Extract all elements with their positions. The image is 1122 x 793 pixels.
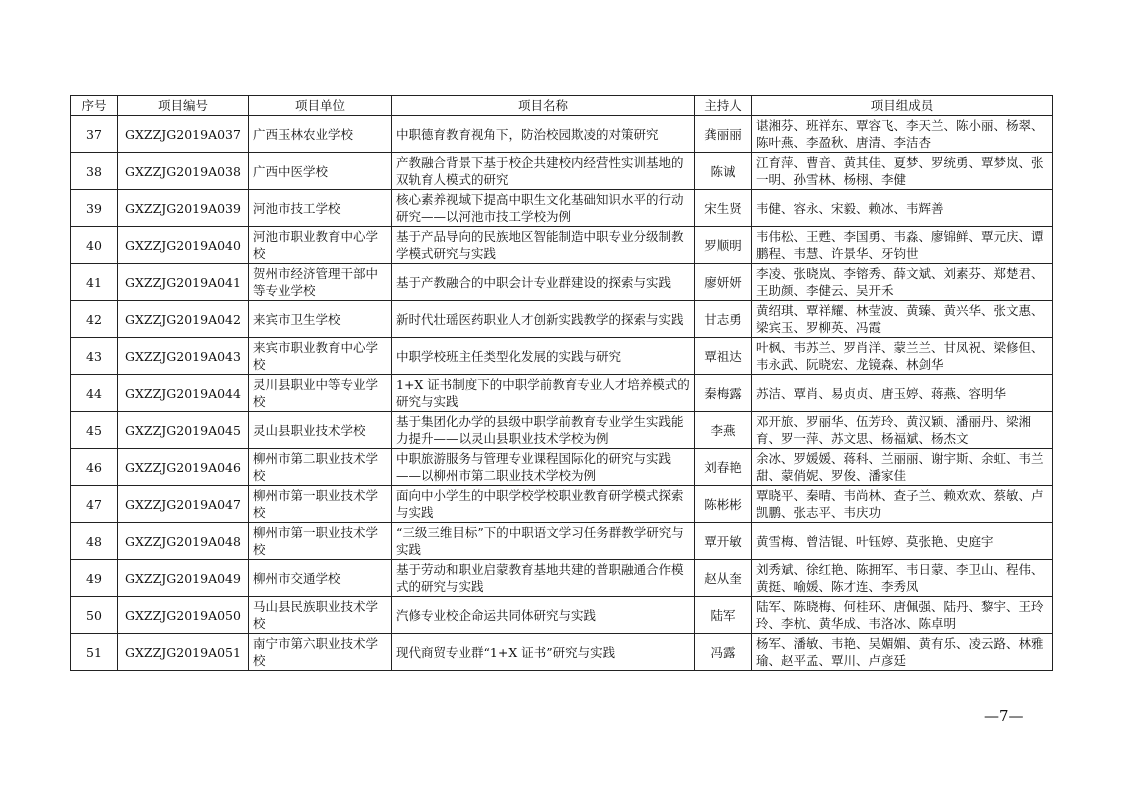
project-name: 核心素养视域下提高中职生文化基础知识水平的行动研究——以河池市技工学校为例 bbox=[392, 190, 695, 227]
header-leader: 主持人 bbox=[695, 96, 752, 116]
project-unit: 南宁市第六职业技术学校 bbox=[249, 634, 392, 671]
project-name: “三级三维目标”下的中职语文学习任务群教学研究与实践 bbox=[392, 523, 695, 560]
project-leader: 陈诚 bbox=[695, 153, 752, 190]
project-members: 余冰、罗媛媛、蒋科、兰丽丽、谢宇斯、余虹、韦兰甜、蒙俏妮、罗俊、潘家佳 bbox=[752, 449, 1053, 486]
table-row bbox=[71, 597, 1053, 634]
project-code: GXZZJG2019A038 bbox=[118, 153, 249, 190]
project-name: 基于产品导向的民族地区智能制造中职专业分级制教学模式研究与实践 bbox=[392, 227, 695, 264]
row-number: 37 bbox=[71, 116, 118, 153]
header-no: 序号 bbox=[71, 96, 118, 116]
project-code: GXZZJG2019A041 bbox=[118, 264, 249, 301]
table-row bbox=[71, 634, 1053, 671]
project-members: 黄绍琪、覃祥耀、林莹波、黄臻、黄兴华、张文惠、梁宾玉、罗柳英、冯霞 bbox=[752, 301, 1053, 338]
table-row bbox=[71, 486, 1053, 523]
project-code: GXZZJG2019A046 bbox=[118, 449, 249, 486]
project-members: 叶枫、韦苏兰、罗肖洋、蒙兰兰、甘凤祝、梁修但、韦永武、阮晓宏、龙镜森、林剑华 bbox=[752, 338, 1053, 375]
project-name: 产教融合背景下基于校企共建校内经营性实训基地的双轨育人模式的研究 bbox=[392, 153, 695, 190]
row-number: 49 bbox=[71, 560, 118, 597]
row-number: 38 bbox=[71, 153, 118, 190]
row-number: 43 bbox=[71, 338, 118, 375]
project-name: 中职学校班主任类型化发展的实践与研究 bbox=[392, 338, 695, 375]
project-leader: 陆军 bbox=[695, 597, 752, 634]
project-members: 江育萍、曹音、黄其佳、夏梦、罗统勇、覃梦岚、张一明、孙雪林、杨栩、李健 bbox=[752, 153, 1053, 190]
project-code: GXZZJG2019A049 bbox=[118, 560, 249, 597]
project-leader: 宋生贤 bbox=[695, 190, 752, 227]
table-row bbox=[71, 523, 1053, 560]
project-leader: 刘春艳 bbox=[695, 449, 752, 486]
project-table bbox=[70, 95, 1053, 671]
project-unit: 来宾市职业教育中心学校 bbox=[249, 338, 392, 375]
project-members: 杨军、潘敏、韦艳、吴媚媚、黄有乐、凌云路、林雅瑜、赵平孟、覃川、卢彦廷 bbox=[752, 634, 1053, 671]
table-row bbox=[71, 375, 1053, 412]
project-code: GXZZJG2019A042 bbox=[118, 301, 249, 338]
project-name: 现代商贸专业群“1+X 证书”研究与实践 bbox=[392, 634, 695, 671]
table-row bbox=[71, 560, 1053, 597]
project-unit: 灵山县职业技术学校 bbox=[249, 412, 392, 449]
project-name: 中职旅游服务与管理专业课程国际化的研究与实践——以柳州市第二职业技术学校为例 bbox=[392, 449, 695, 486]
project-name: 汽修专业校企命运共同体研究与实践 bbox=[392, 597, 695, 634]
project-members: 李凌、张晓岚、李镕秀、薛文斌、刘素芬、郑楚君、王助颜、李健云、吴开禾 bbox=[752, 264, 1053, 301]
table-row bbox=[71, 153, 1053, 190]
project-unit: 柳州市交通学校 bbox=[249, 560, 392, 597]
project-unit: 广西玉林农业学校 bbox=[249, 116, 392, 153]
row-number: 39 bbox=[71, 190, 118, 227]
project-leader: 陈彬彬 bbox=[695, 486, 752, 523]
row-number: 51 bbox=[71, 634, 118, 671]
row-number: 44 bbox=[71, 375, 118, 412]
project-unit: 柳州市第二职业技术学校 bbox=[249, 449, 392, 486]
project-unit: 河池市职业教育中心学校 bbox=[249, 227, 392, 264]
table-row bbox=[71, 227, 1053, 264]
row-number: 41 bbox=[71, 264, 118, 301]
project-unit: 柳州市第一职业技术学校 bbox=[249, 486, 392, 523]
header-name: 项目名称 bbox=[392, 96, 695, 116]
project-name: 中职德育教育视角下，防治校园欺凌的对策研究 bbox=[392, 116, 695, 153]
row-number: 47 bbox=[71, 486, 118, 523]
project-name: 基于集团化办学的县级中职学前教育专业学生实践能力提升——以灵山县职业技术学校为例 bbox=[392, 412, 695, 449]
row-number: 45 bbox=[71, 412, 118, 449]
project-code: GXZZJG2019A037 bbox=[118, 116, 249, 153]
project-name: 基于产教融合的中职会计专业群建设的探索与实践 bbox=[392, 264, 695, 301]
project-members: 谌湘芬、班祥东、覃容飞、李天兰、陈小丽、杨翠、陈叶燕、李盈秋、唐清、李洁杏 bbox=[752, 116, 1053, 153]
header-unit: 项目单位 bbox=[249, 96, 392, 116]
project-code: GXZZJG2019A050 bbox=[118, 597, 249, 634]
project-members: 邓开旅、罗丽华、伍芳玲、黄汉颖、潘丽丹、梁湘育、罗一萍、苏文思、杨福斌、杨杰文 bbox=[752, 412, 1053, 449]
project-code: GXZZJG2019A045 bbox=[118, 412, 249, 449]
table-row bbox=[71, 338, 1053, 375]
project-code: GXZZJG2019A047 bbox=[118, 486, 249, 523]
project-leader: 廖妍妍 bbox=[695, 264, 752, 301]
project-code: GXZZJG2019A044 bbox=[118, 375, 249, 412]
table-row bbox=[71, 116, 1053, 153]
project-leader: 甘志勇 bbox=[695, 301, 752, 338]
project-members: 刘秀斌、徐红艳、陈拥军、韦日蒙、李卫山、程伟、黄挺、喻媛、陈才连、李秀凤 bbox=[752, 560, 1053, 597]
project-unit: 来宾市卫生学校 bbox=[249, 301, 392, 338]
project-leader: 覃开敏 bbox=[695, 523, 752, 560]
project-name: 面向中小学生的中职学校学校职业教育研学模式探索与实践 bbox=[392, 486, 695, 523]
project-leader: 龚丽丽 bbox=[695, 116, 752, 153]
project-members: 苏洁、覃肖、易贞贞、唐玉婷、蒋燕、容明华 bbox=[752, 375, 1053, 412]
table-row bbox=[71, 412, 1053, 449]
project-code: GXZZJG2019A039 bbox=[118, 190, 249, 227]
table-header-row bbox=[71, 96, 1053, 116]
table-row bbox=[71, 190, 1053, 227]
table-row bbox=[71, 449, 1053, 486]
project-code: GXZZJG2019A048 bbox=[118, 523, 249, 560]
table-row bbox=[71, 264, 1053, 301]
project-members: 黄雪梅、曾洁锟、叶钰婷、莫张艳、史庭宇 bbox=[752, 523, 1053, 560]
table-body bbox=[71, 116, 1053, 671]
header-members: 项目组成员 bbox=[752, 96, 1053, 116]
project-name: 基于劳动和职业启蒙教育基地共建的普职融通合作模式的研究与实践 bbox=[392, 560, 695, 597]
project-unit: 灵川县职业中等专业学校 bbox=[249, 375, 392, 412]
project-members: 韦健、容永、宋毅、赖冰、韦辉善 bbox=[752, 190, 1053, 227]
project-code: GXZZJG2019A040 bbox=[118, 227, 249, 264]
project-unit: 柳州市第一职业技术学校 bbox=[249, 523, 392, 560]
table-row bbox=[71, 301, 1053, 338]
project-unit: 河池市技工学校 bbox=[249, 190, 392, 227]
project-unit: 广西中医学校 bbox=[249, 153, 392, 190]
project-leader: 赵从奎 bbox=[695, 560, 752, 597]
header-code: 项目编号 bbox=[118, 96, 249, 116]
project-name: 1+X 证书制度下的中职学前教育专业人才培养模式的研究与实践 bbox=[392, 375, 695, 412]
project-members: 韦伟松、王甦、李国勇、韦淼、廖锦鲜、覃元庆、谭鹏程、韦慧、许景华、牙钧世 bbox=[752, 227, 1053, 264]
row-number: 40 bbox=[71, 227, 118, 264]
project-leader: 李燕 bbox=[695, 412, 752, 449]
project-leader: 罗顺明 bbox=[695, 227, 752, 264]
row-number: 48 bbox=[71, 523, 118, 560]
project-unit: 贺州市经济管理干部中等专业学校 bbox=[249, 264, 392, 301]
project-members: 陆军、陈晓梅、何桂环、唐佩强、陆丹、黎宇、王玲玲、李杭、黄华成、韦洛冰、陈卓明 bbox=[752, 597, 1053, 634]
row-number: 46 bbox=[71, 449, 118, 486]
project-code: GXZZJG2019A043 bbox=[118, 338, 249, 375]
project-code: GXZZJG2019A051 bbox=[118, 634, 249, 671]
project-unit: 马山县民族职业技术学校 bbox=[249, 597, 392, 634]
project-leader: 秦梅露 bbox=[695, 375, 752, 412]
project-leader: 冯露 bbox=[695, 634, 752, 671]
project-members: 覃晓平、秦晴、韦尚林、查子兰、赖欢欢、蔡敏、卢凯鹏、张志平、韦庆功 bbox=[752, 486, 1053, 523]
row-number: 50 bbox=[71, 597, 118, 634]
project-name: 新时代壮瑶医药职业人才创新实践教学的探索与实践 bbox=[392, 301, 695, 338]
project-leader: 覃祖达 bbox=[695, 338, 752, 375]
row-number: 42 bbox=[71, 301, 118, 338]
page-number: —7— bbox=[984, 707, 1024, 725]
